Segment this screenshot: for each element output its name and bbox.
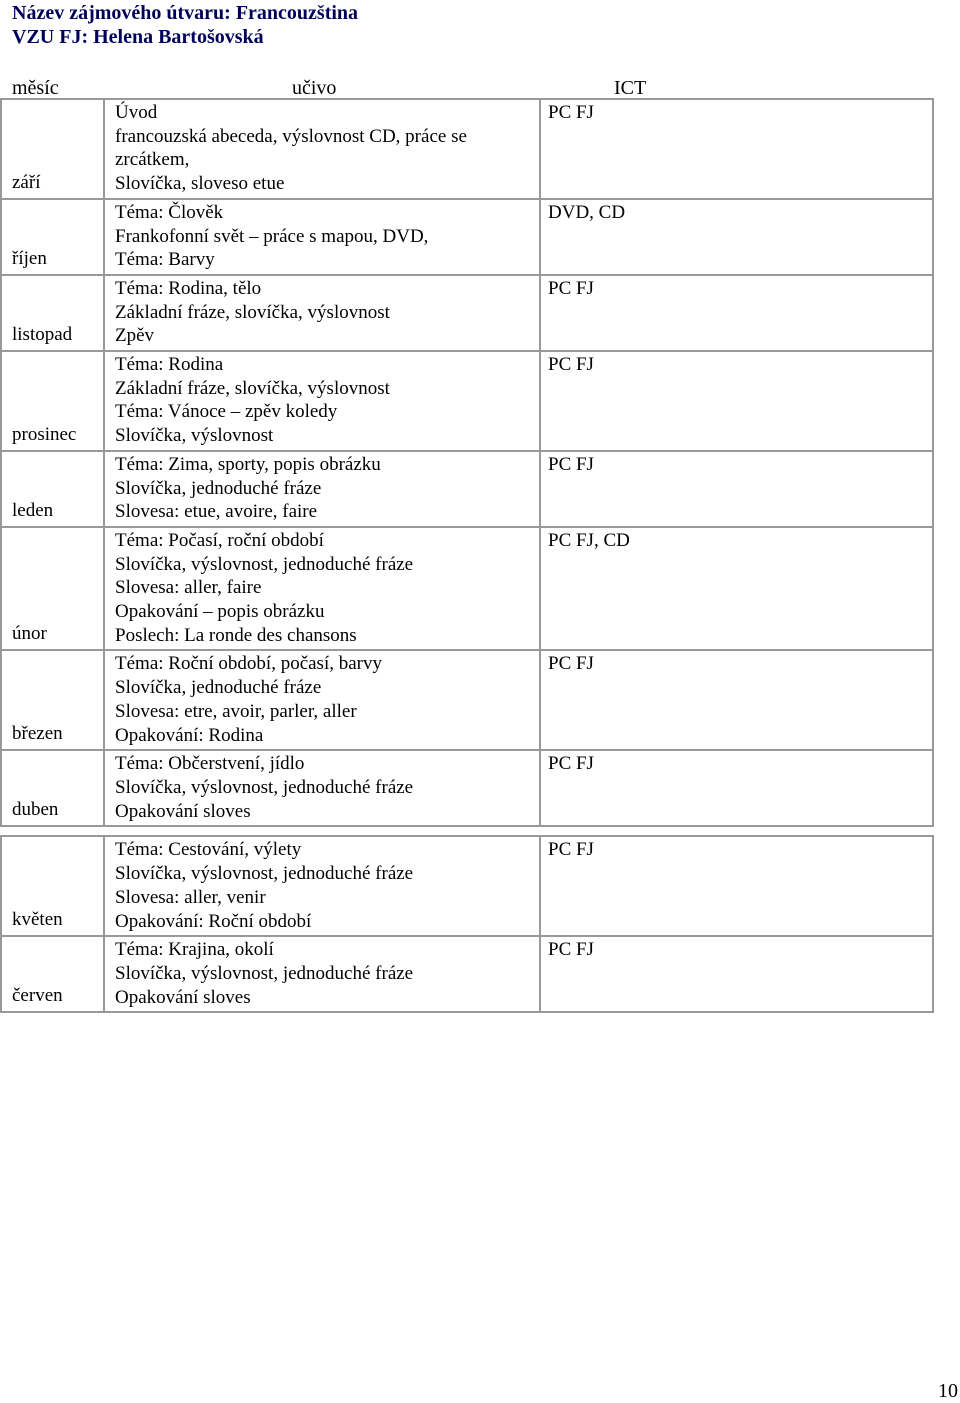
table-group-first: [0, 98, 934, 827]
content-line: Frankofonní svět – práce s mapou, DVD,: [115, 225, 429, 247]
ict-cell: [541, 100, 932, 198]
column-header-ict: ICT: [614, 77, 647, 99]
table-group-second: [0, 835, 934, 1013]
ict-cell: [541, 352, 932, 450]
month-cell: [2, 452, 105, 526]
month-cell: [2, 528, 105, 650]
month-cell: [2, 651, 105, 749]
month-cell: [2, 276, 105, 350]
content-line: Základní fráze, slovíčka, výslovnost: [115, 377, 390, 399]
content-cell: [105, 276, 541, 350]
content-line: Slovíčka, výslovnost, jednoduché fráze: [115, 776, 414, 798]
ict-cell: [541, 937, 932, 1011]
table-row: [2, 452, 932, 528]
content-line: Slovíčka, výslovnost: [115, 425, 274, 447]
month-label: únor: [12, 623, 47, 645]
month-cell: [2, 352, 105, 450]
content-cell: [105, 100, 541, 198]
ict-label: PC FJ: [548, 102, 594, 123]
content-line: Opakování: Roční období: [115, 910, 312, 932]
ict-cell: [541, 528, 932, 650]
ict-cell: [541, 837, 932, 935]
content-line: Téma: Občerstvení, jídlo: [115, 753, 305, 775]
month-label: leden: [12, 499, 54, 521]
ict-label: DVD, CD: [548, 201, 626, 223]
ict-label: PC FJ: [548, 753, 594, 775]
month-label: říjen: [12, 247, 47, 269]
ict-label: PC FJ: [548, 453, 594, 475]
table-row: [2, 751, 932, 825]
page-number: 10: [938, 1380, 958, 1402]
ict-cell: [541, 452, 932, 526]
month-label: listopad: [12, 324, 73, 346]
table-row: [2, 651, 932, 751]
ict-label: PC FJ: [548, 354, 594, 376]
table-row: [2, 937, 932, 1011]
month-label: květen: [12, 909, 63, 931]
content-line: Téma: Člověk: [115, 201, 224, 223]
content-line: Téma: Zima, sporty, popis obrázku: [115, 453, 381, 475]
content-line: Zpěv: [115, 325, 155, 347]
content-line: Slovesa: aller, faire: [115, 577, 262, 599]
content-cell: [105, 352, 541, 450]
content-line: Téma: Roční období, počasí, barvy: [115, 653, 382, 675]
month-label: prosinec: [12, 423, 77, 445]
month-label: září: [12, 171, 41, 193]
content-line: Slovíčka, jednoduché fráze: [115, 677, 322, 699]
content-line: Opakování – popis obrázku: [115, 601, 325, 623]
month-cell: [2, 837, 105, 935]
content-line: Slovesa: etue, avoire, faire: [115, 501, 318, 523]
table-row: [2, 352, 932, 452]
content-cell: [105, 528, 541, 650]
month-cell: [2, 100, 105, 198]
content-line: Téma: Rodina: [115, 354, 224, 376]
content-line: Téma: Krajina, okolí: [115, 939, 274, 961]
ict-cell: [541, 200, 932, 274]
content-line: Slovíčka, jednoduché fráze: [115, 477, 322, 499]
ict-label: PC FJ: [548, 939, 594, 961]
content-line: Základní fráze, slovíčka, výslovnost: [115, 301, 390, 323]
content-line: Slovíčka, výslovnost, jednoduché fráze: [115, 863, 414, 885]
content-line: Slovesa: aller, venir: [115, 886, 266, 908]
column-header-content: učivo: [292, 77, 337, 99]
month-cell: [2, 200, 105, 274]
content-line: Slovíčka, výslovnost, jednoduché fráze: [115, 553, 414, 575]
month-label: březen: [12, 723, 63, 745]
content-cell: [105, 200, 541, 274]
content-cell: [105, 452, 541, 526]
content-line: Slovíčka, sloveso etue: [115, 173, 285, 195]
content-line: Téma: Cestování, výlety: [115, 839, 302, 861]
document-title: Název zájmového útvaru: Francouzština: [12, 2, 359, 24]
curriculum-table: [0, 98, 934, 1013]
table-row: [2, 100, 932, 200]
content-line: Opakování: Rodina: [115, 724, 264, 746]
document-subtitle: VZU FJ: Helena Bartošovská: [12, 26, 264, 48]
ict-cell: [541, 276, 932, 350]
content-line: Téma: Barvy: [115, 249, 215, 271]
content-cell: [105, 837, 541, 935]
month-label: duben: [12, 799, 59, 821]
content-line: Poslech: La ronde des chansons: [115, 624, 357, 646]
ict-cell: [541, 751, 932, 825]
content-cell: [105, 751, 541, 825]
content-cell: [105, 651, 541, 749]
content-line: Téma: Počasí, roční období: [115, 529, 324, 551]
content-line: Opakování sloves: [115, 800, 251, 822]
content-line: Téma: Vánoce – zpěv koledy: [115, 401, 338, 423]
content-line: Slovesa: etre, avoir, parler, aller: [115, 700, 357, 722]
content-cell: [105, 937, 541, 1011]
ict-label: PC FJ: [548, 653, 594, 675]
table-row: [2, 528, 932, 652]
content-line: Úvod: [115, 102, 158, 123]
column-header-month: měsíc: [12, 77, 59, 99]
ict-cell: [541, 651, 932, 749]
content-line: francouzská abeceda, výslovnost CD, práce se: [115, 125, 467, 147]
month-cell: [2, 937, 105, 1011]
ict-label: PC FJ, CD: [548, 529, 630, 551]
content-line: Opakování sloves: [115, 986, 251, 1008]
ict-label: PC FJ: [548, 277, 594, 299]
ict-label: PC FJ: [548, 839, 594, 861]
table-row: [2, 276, 932, 352]
table-row: [2, 200, 932, 276]
content-line: Téma: Rodina, tělo: [115, 277, 262, 299]
table-row: [2, 837, 932, 937]
month-label: červen: [12, 985, 63, 1007]
content-line: zrcátkem,: [115, 149, 190, 171]
month-cell: [2, 751, 105, 825]
content-line: Slovíčka, výslovnost, jednoduché fráze: [115, 962, 414, 984]
